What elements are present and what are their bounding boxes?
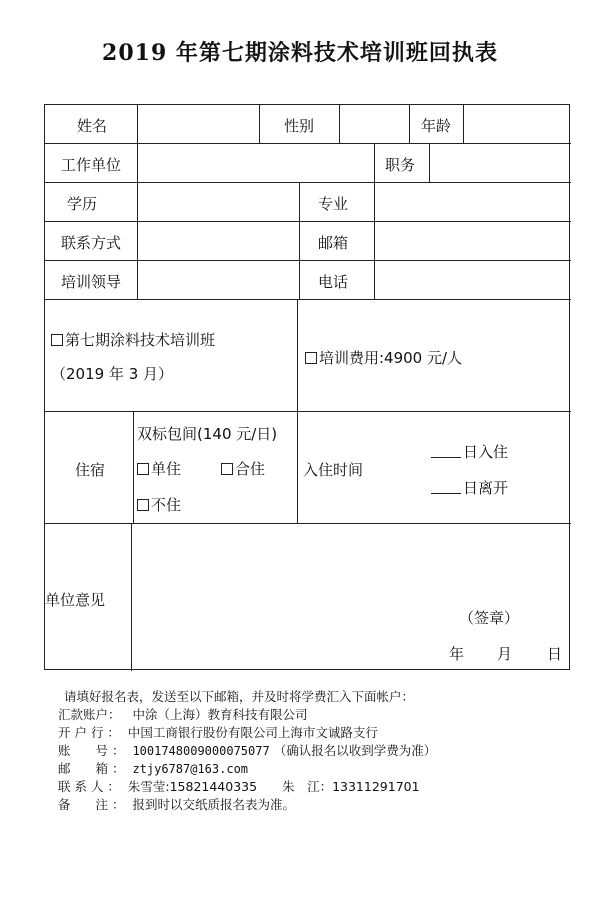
footer-bank: 开 户 行 ： 中国工商银行股份有限公司上海市文诚路支行 xyxy=(58,725,378,740)
room-type: 双标包间(140 元/日) xyxy=(137,425,278,443)
date-month: 月 xyxy=(497,645,513,663)
date-year: 年 xyxy=(449,645,465,663)
date-day: 日 xyxy=(547,645,563,663)
footer-contact: 联 系 人 ： 朱雪莹:15821440335 朱 江：13311291701 xyxy=(58,779,420,794)
employer-label: 工作单位 xyxy=(61,156,122,174)
checkout-blank[interactable] xyxy=(431,481,461,494)
footer-account: 汇款账户： 中涂（上海）教育科技有限公司 xyxy=(58,707,308,722)
gender-label: 性别 xyxy=(284,117,315,135)
fee-option[interactable] xyxy=(305,347,462,368)
leader-field[interactable] xyxy=(138,261,299,299)
checkout-suffix: 日离开 xyxy=(463,479,509,497)
name-label: 姓名 xyxy=(77,117,108,135)
education-label: 学历 xyxy=(67,195,98,213)
email-label: 邮箱 xyxy=(318,234,349,252)
none-label: 不住 xyxy=(151,496,182,514)
footer-number: 账 号 ： 1001748009000075077 （确认报名以收到学费为准） xyxy=(58,743,437,758)
footer-intro: 请填好报名表，发送至以下邮箱，并及时将学费汇入下面帐户： xyxy=(64,689,415,704)
contact-label: 联系方式 xyxy=(61,234,122,252)
fee-checkbox[interactable] xyxy=(305,352,317,364)
opinion-label: 单位意见 xyxy=(45,591,106,609)
phone-field[interactable] xyxy=(375,261,571,299)
lodging-label: 住宿 xyxy=(75,461,106,479)
age-field[interactable] xyxy=(464,105,571,143)
contact-field[interactable] xyxy=(138,222,299,260)
single-checkbox[interactable] xyxy=(137,463,149,475)
page-title: 2019 年第七期涂料技术培训班回执表 xyxy=(102,40,498,66)
age-label: 年龄 xyxy=(421,117,452,135)
registration-form xyxy=(44,104,570,670)
option-shared[interactable] xyxy=(221,458,265,479)
shared-label: 合住 xyxy=(235,460,266,478)
seal-text: （签章） xyxy=(459,609,520,627)
fee-text: 培训费用:4900 元/人 xyxy=(319,349,463,367)
checkin-blank[interactable] xyxy=(431,445,461,458)
position-label: 职务 xyxy=(385,156,416,174)
education-field[interactable] xyxy=(138,183,299,221)
course-checkbox[interactable] xyxy=(51,334,63,346)
option-single[interactable] xyxy=(137,458,181,479)
checkin-date[interactable] xyxy=(431,441,508,462)
option-none[interactable] xyxy=(137,494,181,515)
email-field[interactable] xyxy=(375,222,571,260)
checkout-date[interactable] xyxy=(431,477,508,498)
checkin-suffix: 日入住 xyxy=(463,443,509,461)
single-label: 单住 xyxy=(151,460,182,478)
employer-field[interactable] xyxy=(138,144,374,182)
course-date: （2019 年 3 月） xyxy=(51,365,174,383)
major-field[interactable] xyxy=(375,183,571,221)
footer-email-link[interactable]: ztjy6787@163.com xyxy=(132,762,249,776)
footer-note: 备 注 ： 报到时以交纸质报名表为准。 xyxy=(58,797,295,812)
gender-field[interactable] xyxy=(340,105,409,143)
course-option[interactable] xyxy=(51,329,215,350)
major-label: 专业 xyxy=(318,195,349,213)
phone-label: 电话 xyxy=(318,273,349,291)
footer-info xyxy=(58,688,437,814)
none-checkbox[interactable] xyxy=(137,499,149,511)
shared-checkbox[interactable] xyxy=(221,463,233,475)
checkin-time-label: 入住时间 xyxy=(303,461,364,479)
position-field[interactable] xyxy=(430,144,571,182)
course-name: 第七期涂料技术培训班 xyxy=(65,331,216,349)
footer-email: 邮 箱 ： ztjy6787@163.com xyxy=(58,761,249,776)
leader-label: 培训领导 xyxy=(61,273,122,291)
name-field[interactable] xyxy=(138,105,259,143)
